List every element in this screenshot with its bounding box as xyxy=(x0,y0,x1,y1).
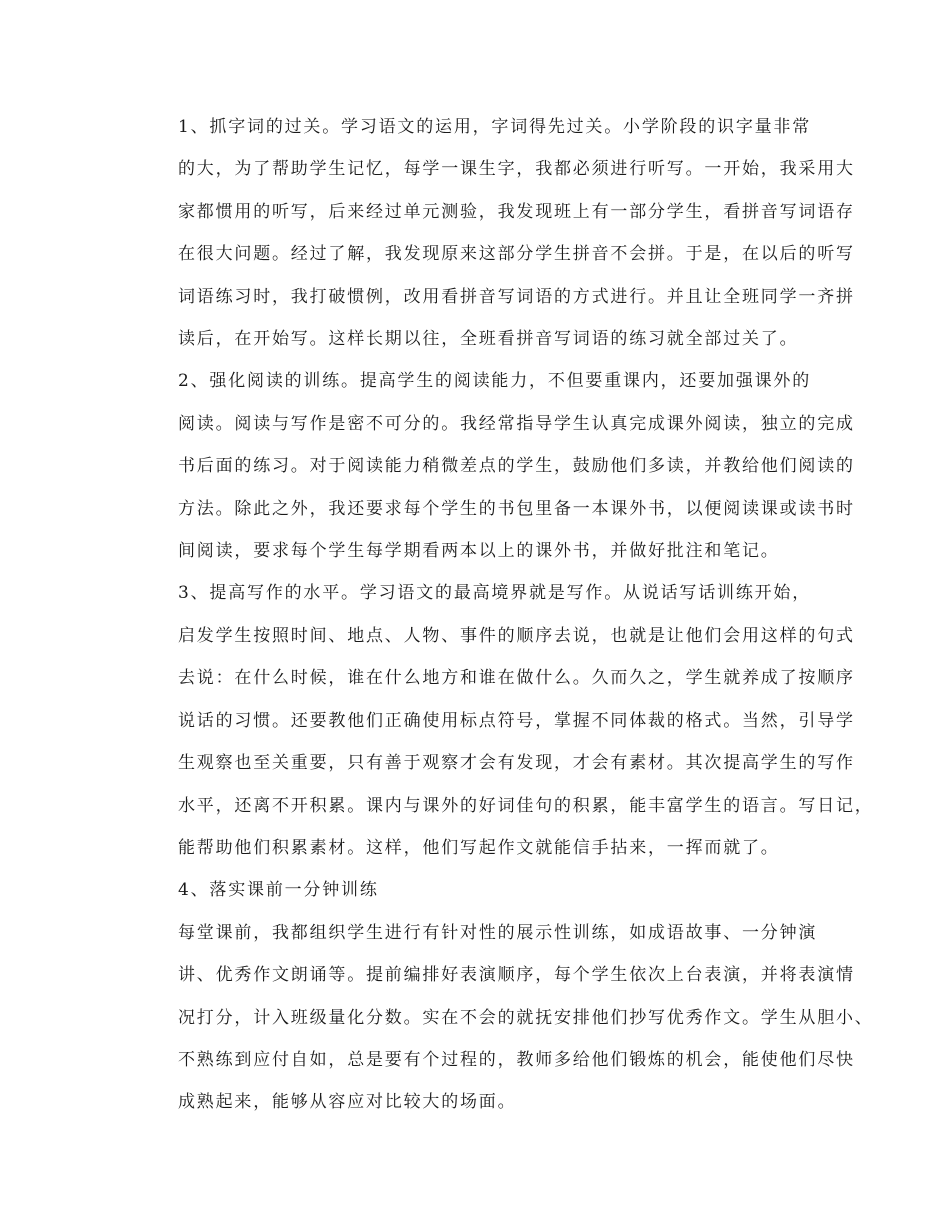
text-line: 词语练习时，我打破惯例，改用看拼音写词语的方式进行。并且让全班同学一齐拼 xyxy=(178,286,855,307)
text-line: 启发学生按照时间、地点、人物、事件的顺序去说，也就是让他们会用这样的句式 xyxy=(178,625,855,646)
document-body xyxy=(142,106,874,1124)
text-line: 水平，还离不开积累。课内与课外的好词佳句的积累，能丰富学生的语言。写日记， xyxy=(178,795,874,816)
paragraph-pre-class-training xyxy=(142,912,874,1124)
text-line: 能帮助他们积累素材。这样，他们写起作文就能信手拈来，一挥而就了。 xyxy=(178,837,780,858)
text-line: 2、强化阅读的训练。提高学生的阅读能力，不但要重课内，还要加强课外的 xyxy=(178,371,812,392)
text-line: 成熟起来，能够从容应对比较大的场面。 xyxy=(178,1092,517,1113)
text-line: 讲、优秀作文朗诵等。提前编排好表演顺序，每个学生依次上台表演，并将表演情 xyxy=(178,965,855,986)
text-line: 阅读。阅读与写作是密不可分的。我经常指导学生认真完成课外阅读，独立的完成 xyxy=(178,413,855,434)
text-line: 方法。除此之外，我还要求每个学生的书包里备一本课外书，以便阅读课或读书时 xyxy=(178,498,855,519)
text-line: 4、落实课前一分钟训练 xyxy=(178,880,379,901)
text-line: 况打分，计入班级量化分数。实在不会的就抚安排他们抄写优秀作文。学生从胆小、 xyxy=(178,1007,874,1028)
text-line: 说话的习惯。还要教他们正确使用标点符号，掌握不同体裁的格式。当然，引导学 xyxy=(178,710,855,731)
text-line: 生观察也至关重要，只有善于观察才会有发现，才会有素材。其次提高学生的写作 xyxy=(178,753,855,774)
text-line: 在很大问题。经过了解，我发现原来这部分学生拼音不会拼。于是，在以后的听写 xyxy=(178,244,855,265)
text-line: 每堂课前，我都组织学生进行有针对性的展示性训练，如成语故事、一分钟演 xyxy=(178,922,818,943)
paragraph-reading-training xyxy=(142,360,855,572)
text-line: 读后，在开始写。这样长期以往，全班看拼音写词语的练习就全部过关了。 xyxy=(178,329,799,350)
paragraph-heading-one-minute xyxy=(142,869,822,911)
text-line: 的大，为了帮助学生记忆，每学一课生字，我都必须进行听写。一开始，我采用大 xyxy=(178,159,855,180)
text-line: 不熟练到应付自如，总是要有个过程的，教师多给他们锻炼的机会，能使他们尽快 xyxy=(178,1049,855,1070)
text-line: 间阅读，要求每个学生每学期看两本以上的课外书，并做好批注和笔记。 xyxy=(178,541,780,562)
text-line: 家都惯用的听写，后来经过单元测验，我发现班上有一部分学生，看拼音写词语存 xyxy=(178,201,855,222)
paragraph-word-mastery xyxy=(142,106,855,360)
paragraph-writing-level xyxy=(142,572,874,869)
text-line: 书后面的练习。对于阅读能力稍微差点的学生，鼓励他们多读，并教给他们阅读的 xyxy=(178,456,855,477)
text-line: 1、抓字词的过关。学习语文的运用，字词得先过关。小学阶段的识字量非常 xyxy=(178,117,812,137)
text-line: 3、提高写作的水平。学习语文的最高境界就是写作。从说话写话训练开始， xyxy=(178,583,812,604)
text-line: 去说：在什么时候，谁在什么地方和谁在做什么。久而久之，学生就养成了按顺序 xyxy=(178,668,855,689)
